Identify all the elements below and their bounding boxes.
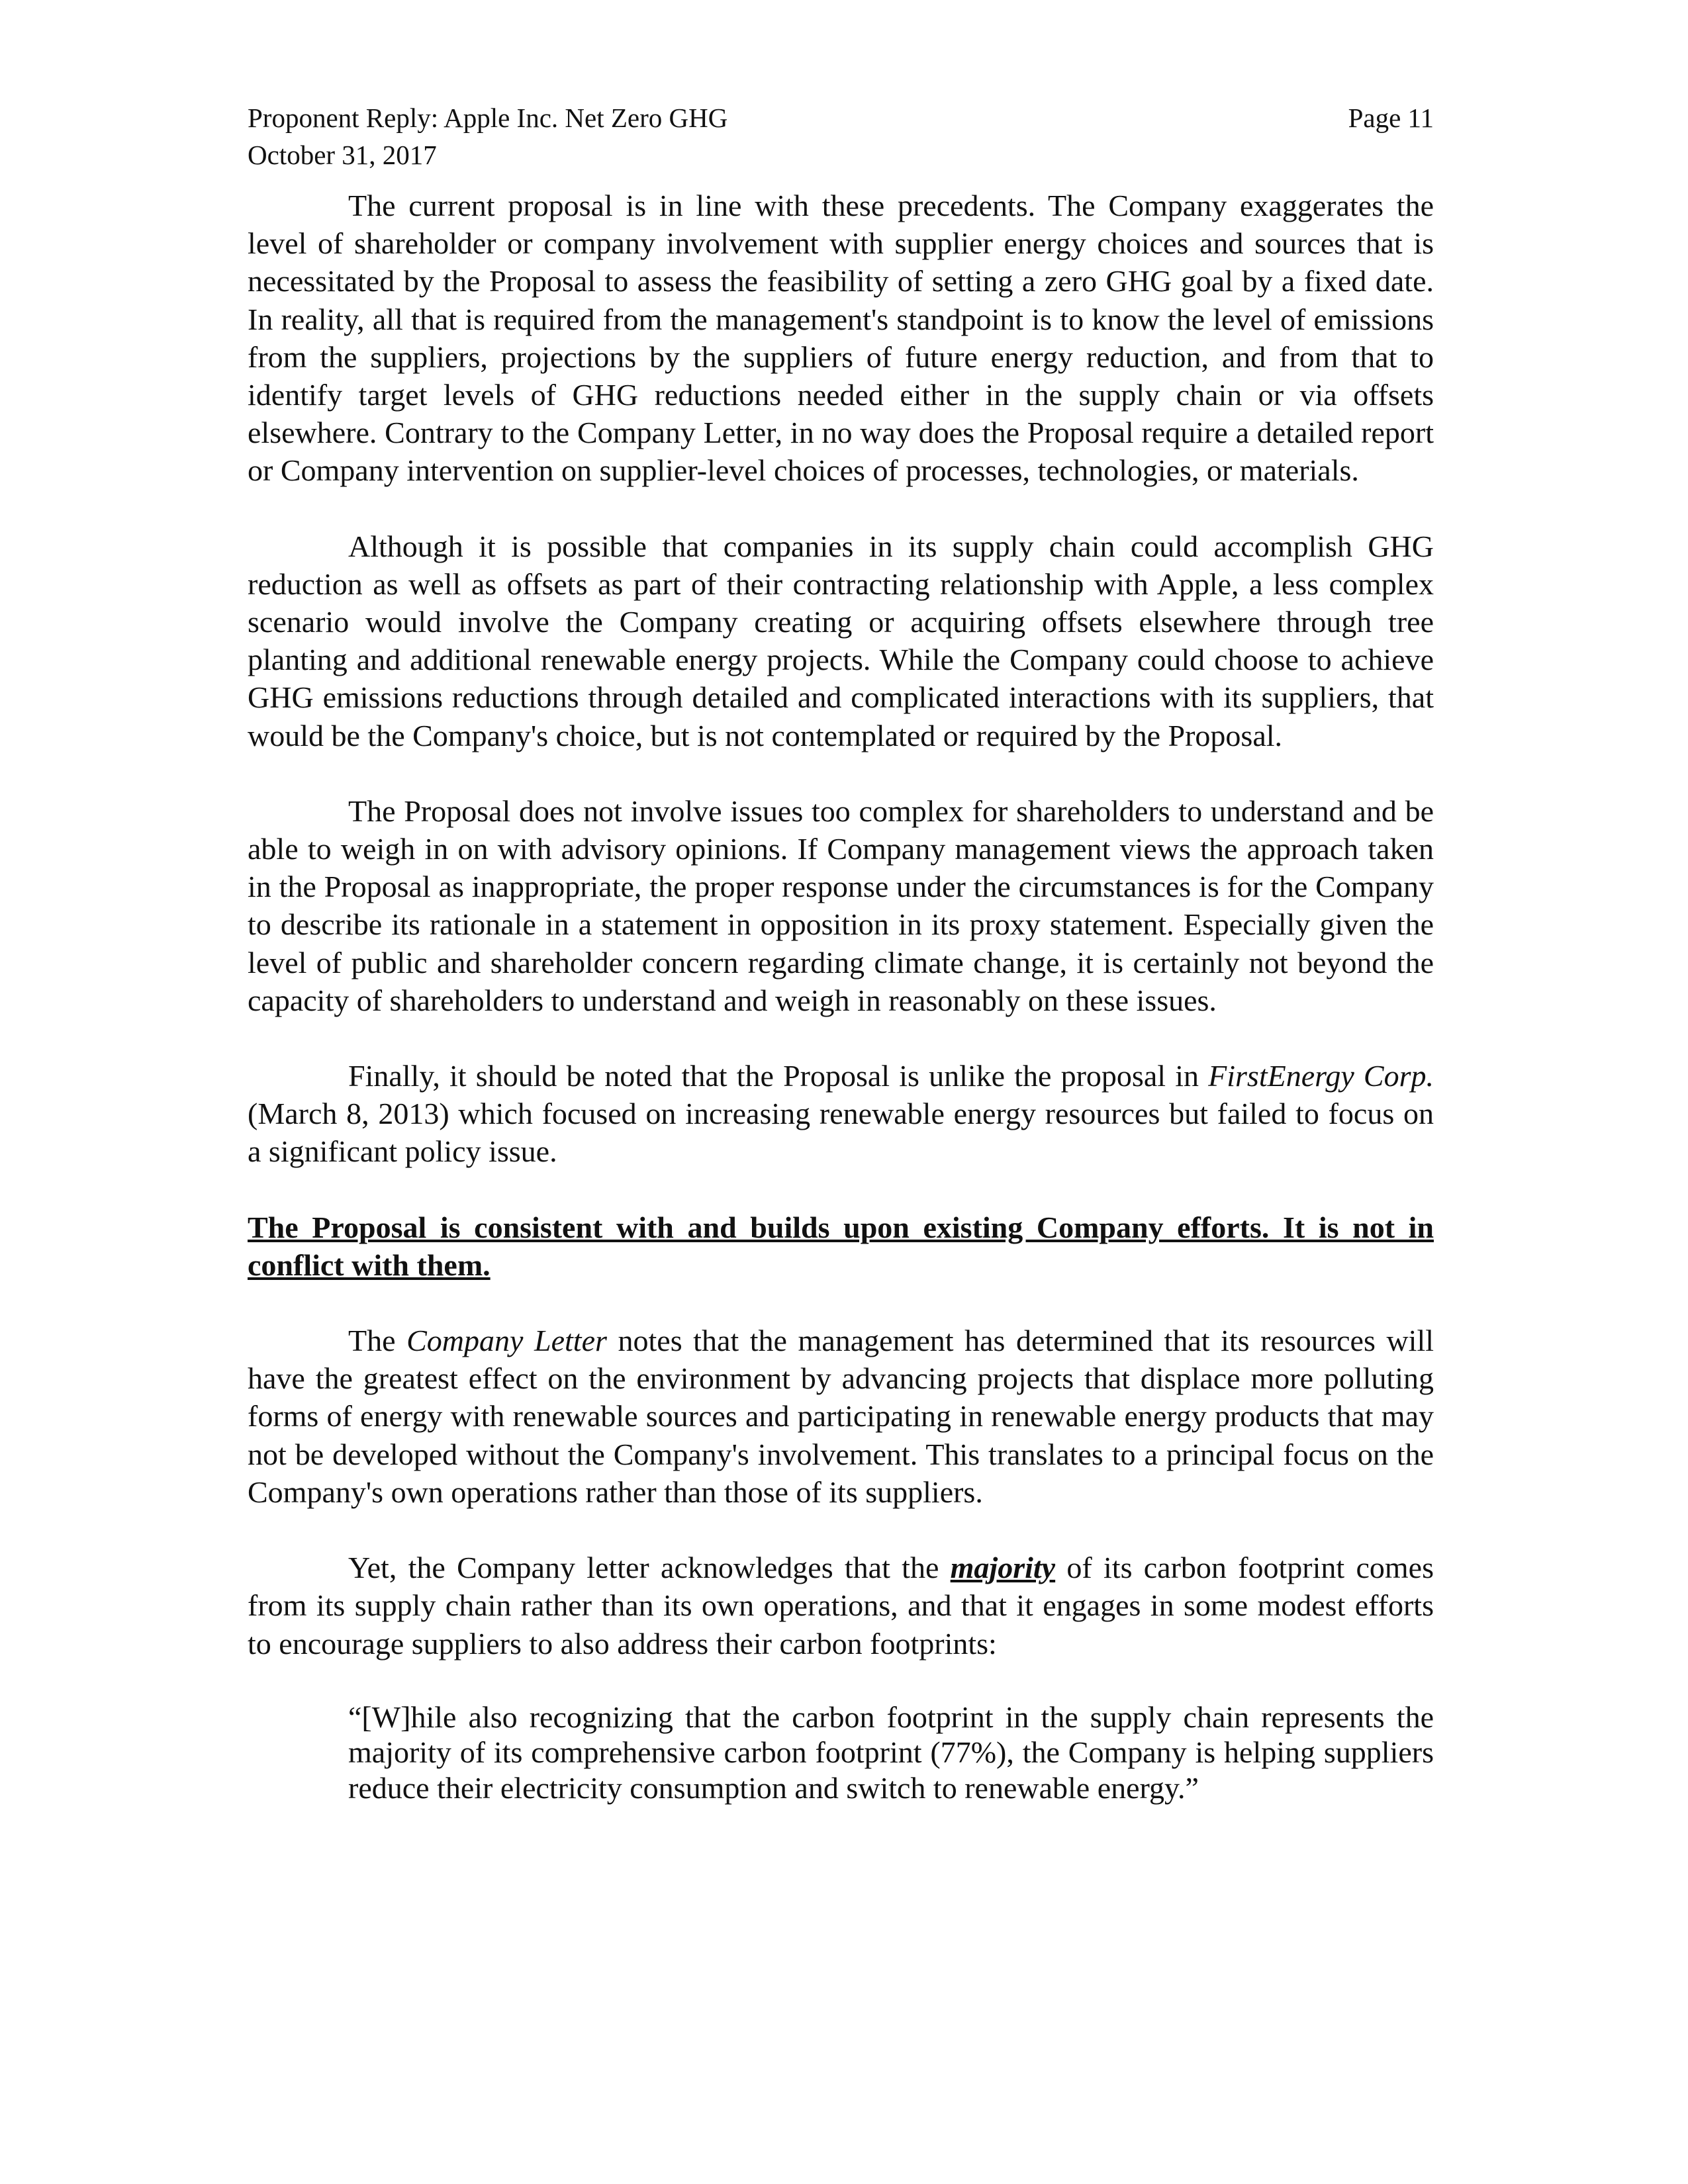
- paragraph-supply-chain-text-start: Yet, the Company letter acknowledges that the: [348, 1551, 951, 1585]
- emphasis-majority: majority: [950, 1551, 1056, 1585]
- paragraph-offsets: Although it is possible that companies in its supply chain could accomplish GHG reduction as well as offsets as part of their contracting relationship with Apple, a less complex scenario would involve the Company creating or acquiring offsets elsewhere through tree planting and additional renewable energy projects. While the Company could choose to achieve GHG emissions reductions through detailed and complicated interactions with its suppliers, that would be the Company's choice, but is not contemplated or required by the Proposal.: [248, 529, 1434, 752]
- paragraph-company-letter-text-end: notes that the management has determined that its resources will have the greatest effect on the environment by advancing projects that displace more polluting forms of energy with renewable sources and participating in renewable energy products that may not be developed without the Company's involvement. This translates to a principal focus on the Company's own operations rather than those of its suppliers.: [248, 1324, 1434, 1509]
- header-title: Proponent Reply: Apple Inc. Net Zero GHG: [248, 103, 728, 133]
- paragraph-complexity: The Proposal does not involve issues too complex for shareholders to understand and be able to weigh in on with advisory opinions. If Company management views the approach taken in the Proposal as inappropriate, the proper response under the circumstances is for the Company to describe its rationale in a statement in opposition in its proxy statement. Especially given the level of public and shareholder concern regarding climate change, it is certainly not beyond the capacity of shareholders to understand and weigh in reasonably on these issues.: [248, 794, 1434, 1017]
- paragraph-firstenergy-text-end: (March 8, 2013) which focused on increasing renewable energy resources but failed to focus on a significant policy issue.: [248, 1097, 1434, 1169]
- paragraph-precedents: The current proposal is in line with these precedents. The Company exaggerates the level of shareholder or company involvement with supplier energy choices and sources that is necessitated by the Proposal to assess the feasibility of setting a zero GHG goal by a fixed date. In reality, all that is required from the management's standpoint is to know the level of emissions from the suppliers, projections by the suppliers of future energy reduction, and from that to identify target levels of GHG reductions needed either in the supply chain or via offsets elsewhere. Contrary to the Company Letter, in no way does the Proposal require a detailed report or Company intervention on supplier-level choices of processes, technologies, or materials.: [248, 189, 1434, 488]
- paragraph-firstenergy-text-start: Finally, it should be noted that the Proposal is unlike the proposal in: [348, 1059, 1209, 1093]
- block-quote: “[W]hile also recognizing that the carbon footprint in the supply chain represents the majority of its comprehensive carbon footprint (77%), the Company is helping suppliers reduce their electricity consumption and switch to renewable energy.”: [348, 1700, 1434, 1805]
- paragraph-supply-chain-text-end: of its carbon footprint comes from its supply chain rather than its own operations, and that it engages in some modest efforts to encourage suppliers to also address their carbon footprints:: [248, 1551, 1434, 1661]
- paragraph-company-letter-text-start: The: [348, 1324, 407, 1358]
- paragraph-supply-chain: [248, 1549, 1434, 1662]
- case-name-firstenergy: FirstEnergy Corp.: [1208, 1059, 1434, 1093]
- paragraph-company-letter: [248, 1322, 1434, 1511]
- section-heading: The Proposal is consistent with and builds upon existing Company efforts. It is not in conflict with them.: [248, 1210, 1434, 1282]
- page-number: Page 11: [1348, 103, 1434, 133]
- page-header: [248, 99, 1434, 136]
- paragraph-firstenergy: [248, 1057, 1434, 1171]
- company-letter-reference: Company Letter: [406, 1324, 607, 1358]
- header-date: October 31, 2017: [248, 140, 437, 170]
- document-page: [248, 99, 1434, 1805]
